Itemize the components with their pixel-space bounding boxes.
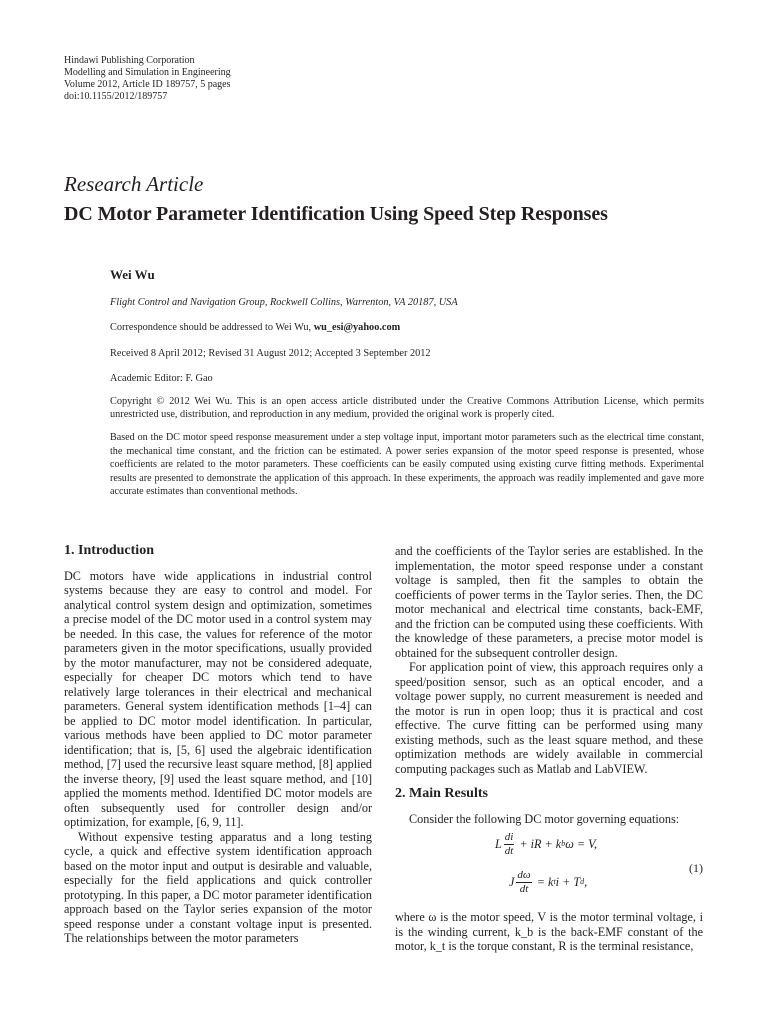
correspondence xyxy=(110,321,400,334)
article-type: Research Article xyxy=(64,172,204,196)
eq2-tail: i + T xyxy=(555,875,581,890)
eq1-numerator: di xyxy=(504,831,514,843)
doi-line: doi:10.1155/2012/189757 xyxy=(64,91,168,102)
equation-2 xyxy=(509,870,587,895)
eq2-rest: = k xyxy=(533,875,554,890)
eq2-fraction xyxy=(516,870,531,895)
abstract: Based on the DC motor speed response measurement under a step voltage input, important motor parameters such as the electrical time constant, the mechanical time constant, and the friction can be estimated. A power series expansion of the motor speed response is presented, whose coefficients are related to the motor parameters. These coefficients can be easily computed using existing curve fitting methods. Experimental results are presented to demonstrate the application of this approach. In these experiments, the approach was readily implemented and gave more accurate estimates than conventional methods. xyxy=(110,432,704,498)
academic-editor: Academic Editor: F. Gao xyxy=(110,373,213,384)
eq2-end: , xyxy=(584,875,588,890)
affiliation: Flight Control and Navigation Group, Rockwell Collins, Warrenton, VA 20187, USA xyxy=(110,297,458,308)
paper-title: DC Motor Parameter Identification Using Speed Step Responses xyxy=(64,203,608,225)
right-paragraph-2: For application point of view, this approach requires only a speed/position sensor, such as an optical encoder, and a voltage power supply, no current measurement is needed and the motor is run in open loop; thus it is practical and cost effective. The curve fitting can be performed using many existing methods, such as the least square method, and these optimization methods are widely available in commercial computing packages such as Matlab and LabVIEW. xyxy=(395,660,703,776)
eq2-sub2: d xyxy=(580,877,585,887)
section-heading-introduction: 1. Introduction xyxy=(64,543,154,558)
eq1-sub: b xyxy=(561,839,566,849)
publisher-line: Hindawi Publishing Corporation xyxy=(64,55,195,66)
author-name: Wei Wu xyxy=(110,267,155,282)
eq1-L: L xyxy=(495,837,502,852)
equation-number: (1) xyxy=(689,861,703,875)
intro-paragraph-2: Without expensive testing apparatus and a long testing cycle, a quick and effective system identification approach based on the motor input and output is desirable and valuable, especially for the field applications and quick controller prototyping. In this paper, a DC motor parameter identification approach based on the Taylor series expansion of the motor speed response under a constant voltage input is presented. The relationships between the motor parameters xyxy=(64,829,372,945)
right-paragraph-1: and the coefficients of the Taylor series are established. In the implementation, the motor speed response under a constant voltage is sampled, then fit the samples to obtain the coefficients of power terms in the Taylor series. Then, the DC motor mechanical and electrical time constants, back-EMF, and the friction can be computed using these coefficients. With the knowledge of these parameters, a precise motor model is obtained for the subsequent controller design. xyxy=(395,544,703,660)
email-link[interactable]: wu_esi@yahoo.com xyxy=(313,322,401,333)
section-heading-main-results: 2. Main Results xyxy=(395,786,488,801)
volume-line: Volume 2012, Article ID 189757, 5 pages xyxy=(64,79,231,90)
correspondence-text: Correspondence should be addressed to Wei Wu, xyxy=(110,322,314,333)
journal-line: Modelling and Simulation in Engineering xyxy=(64,67,231,78)
eq2-denominator: dt xyxy=(519,883,529,895)
intro-paragraph-1: DC motors have wide applications in industrial control systems because they are easy to control and model. For analytical control system design and optimization, sometimes a precise model of the DC motor used in a control system may be needed. In this case, the values for reference of the motor parameters given in the motor specifications, usually provided by the motor manufacturer, may not be considered adequate, especially for cheaper DC motors which tend to have relatively large tolerances in their electrical and mechanical parameters. General system identification methods [1–4] can be applied to DC motor model identification. In particular, various methods have been applied to DC motor parameter identification; that is, [5, 6] used the algebraic identification method, [7] used the recursive least square method, [8] applied the inverse theory, [9] used the least square method, and [10] applied the moments method. Identified DC motor models are often subsequently used for controller design and/or optimization, for example, [6, 9, 11]. xyxy=(64,568,372,829)
eq1-denominator: dt xyxy=(504,845,514,857)
eq2-numerator: dω xyxy=(517,869,531,881)
equation-block xyxy=(395,830,703,906)
eq2-sub: t xyxy=(553,877,556,887)
eq1-rest: + iR + k xyxy=(516,837,562,852)
after-equation-paragraph: where ω is the motor speed, V is the motor terminal voltage, i is the winding current, k_b is the back-EMF constant of the motor, k_t is the torque constant, R is the terminal resistance, xyxy=(395,910,703,953)
right-column xyxy=(395,544,703,954)
eq2-J: J xyxy=(509,875,515,890)
dates: Received 8 April 2012; Revised 31 August 2012; Accepted 3 September 2012 xyxy=(110,348,431,359)
copyright-notice: Copyright © 2012 Wei Wu. This is an open access article distributed under the Creative Commons Attribution License, which permits unrestricted use, distribution, and reproduction in any medium, provided the original work is properly cited. xyxy=(110,396,704,420)
eq1-tail: ω = V, xyxy=(565,837,598,852)
eq1-fraction xyxy=(504,832,515,857)
main-paragraph-1: Consider the following DC motor governing equations: xyxy=(409,811,680,826)
left-column xyxy=(64,544,372,946)
equation-1 xyxy=(495,832,597,857)
